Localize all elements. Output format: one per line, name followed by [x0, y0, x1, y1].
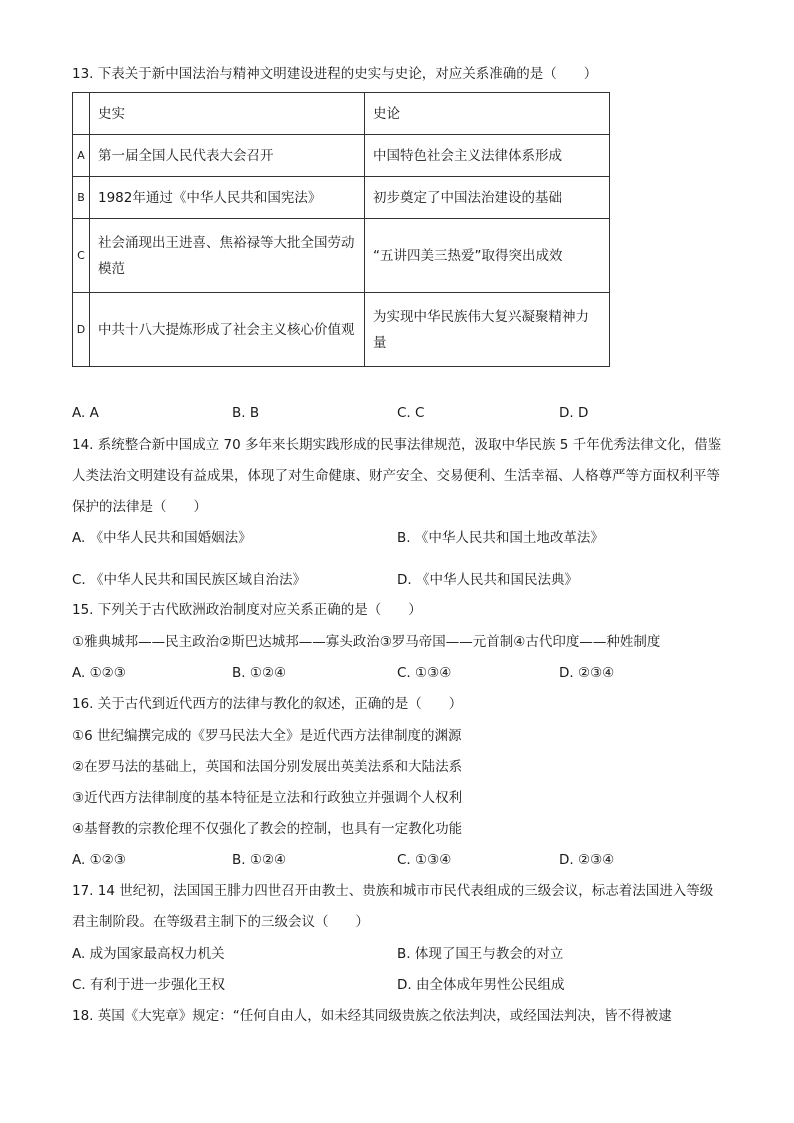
option-a[interactable]: A. ①②③	[72, 665, 126, 681]
q17-options-row1	[72, 944, 722, 964]
row-fact: 中共十八大提炼形成了社会主义核心价值观	[90, 293, 365, 367]
q16-options	[72, 850, 722, 870]
row-label: B	[73, 177, 90, 219]
option-a[interactable]: A. 《中华人民共和国婚姻法》	[72, 530, 252, 546]
option-b[interactable]: B. B	[232, 405, 260, 421]
row-thesis: “五讲四美三热爱”取得突出成效	[365, 219, 610, 293]
option-a[interactable]: A. A	[72, 405, 99, 421]
table-row	[73, 219, 610, 293]
q13-stem: 13. 下表关于新中国法治与精神文明建设进程的史实与史论，对应关系准确的是（ ）	[72, 66, 598, 82]
option-a[interactable]: A. ①②③	[72, 852, 126, 868]
table-row	[73, 177, 610, 219]
q14-options-row2	[72, 570, 722, 590]
option-d[interactable]: D. ②③④	[559, 852, 615, 868]
q16-item-3: ③近代西方法律制度的基本特征是立法和行政独立并强调个人权利	[72, 790, 463, 806]
option-c[interactable]: C. 《中华人民共和国民族区域自治法》	[72, 572, 307, 588]
q14-options-row1	[72, 528, 722, 548]
q16-item-2: ②在罗马法的基础上，英国和法国分别发展出英美法系和大陆法系	[72, 759, 463, 775]
q16-item-1: ①6 世纪编撰完成的《罗马民法大全》是近代西方法律制度的渊源	[72, 728, 462, 744]
row-thesis: 为实现中华民族伟大复兴凝聚精神力量	[365, 293, 610, 367]
row-fact: 1982年通过《中华人民共和国宪法》	[90, 177, 365, 219]
row-thesis: 中国特色社会主义法律体系形成	[365, 135, 610, 177]
option-a[interactable]: A. 成为国家最高权力机关	[72, 946, 225, 962]
table-header-row	[73, 93, 610, 135]
option-b[interactable]: B. ①②④	[232, 665, 287, 681]
row-label: A	[73, 135, 90, 177]
q15-items: ①雅典城邦——民主政治②斯巴达城邦——寡头政治③罗马帝国——元首制④古代印度——种姓制度	[72, 634, 661, 650]
option-c[interactable]: C. C	[397, 405, 425, 421]
q18-stem: 18. 英国《大宪章》规定：“任何自由人，如未经其同级贵族之依法判决，或经国法判决，皆不得被逮	[72, 1008, 672, 1024]
row-fact: 第一届全国人民代表大会召开	[90, 135, 365, 177]
table-row	[73, 293, 610, 367]
q13-options	[72, 403, 722, 423]
option-b[interactable]: B. ①②④	[232, 852, 287, 868]
row-label: D	[73, 293, 90, 367]
option-d[interactable]: D. 《中华人民共和国民法典》	[397, 572, 578, 588]
row-label: C	[73, 219, 90, 293]
option-c[interactable]: C. ①③④	[397, 852, 452, 868]
q13-table	[72, 92, 610, 367]
option-d[interactable]: D. D	[559, 405, 589, 421]
q14-stem: 14. 系统整合新中国成立 70 多年来长期实践形成的民事法律规范，汲取中华民族 5 千年优秀法律文化，借鉴人类法治文明建设有益成果，体现了对生命健康、财产安全、交易便利、生活幸福、人格尊严等方面权利平等保护的法律是（ ）	[72, 437, 722, 515]
option-c[interactable]: C. ①③④	[397, 665, 452, 681]
q16-item-4: ④基督教的宗教伦理不仅强化了教会的控制，也具有一定教化功能	[72, 821, 463, 837]
q15-options	[72, 663, 722, 683]
header-cell-label	[73, 93, 90, 135]
table-row	[73, 135, 610, 177]
q17-stem: 17. 14 世纪初，法国国王腓力四世召开由教士、贵族和城市市民代表组成的三级会议，标志着法国进入等级君主制阶段。在等级君主制下的三级会议（ ）	[72, 883, 714, 930]
header-cell-fact: 史实	[90, 93, 365, 135]
row-thesis: 初步奠定了中国法治建设的基础	[365, 177, 610, 219]
header-cell-thesis: 史论	[365, 93, 610, 135]
option-d[interactable]: D. ②③④	[559, 665, 615, 681]
q15-stem: 15. 下列关于古代欧洲政治制度对应关系正确的是（ ）	[72, 602, 422, 618]
q16-stem: 16. 关于古代到近代西方的法律与教化的叙述，正确的是（ ）	[72, 696, 463, 712]
option-c[interactable]: C. 有利于进一步强化王权	[72, 977, 226, 993]
q17-options-row2	[72, 975, 722, 995]
option-d[interactable]: D. 由全体成年男性公民组成	[397, 977, 565, 993]
row-fact: 社会涌现出王进喜、焦裕禄等大批全国劳动模范	[90, 219, 365, 293]
option-b[interactable]: B. 《中华人民共和国土地改革法》	[397, 530, 604, 546]
option-b[interactable]: B. 体现了国王与教会的对立	[397, 946, 564, 962]
